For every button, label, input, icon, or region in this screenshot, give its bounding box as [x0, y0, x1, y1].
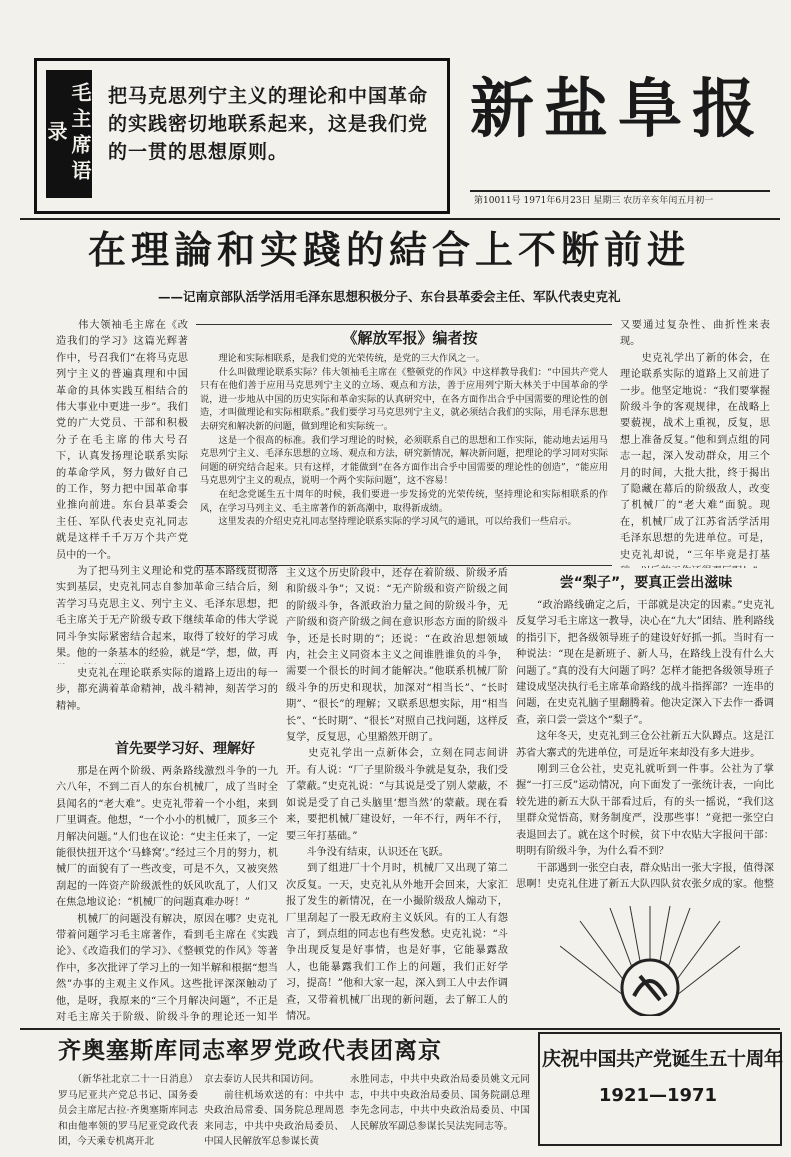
masthead-rule	[470, 190, 770, 192]
bottom-column-3: 永胜同志，中共中央政治局委员姚文元同志，中共中央政治局委员、国务院副总理李先念同志，中共中央政治局委员、中国人民解放军副总参谋长吴法宪同志等。	[350, 1074, 530, 1132]
study-column-middle: 主义这个历史阶段中，还存在着阶级、阶级矛盾和阶级斗争”；又说：“无产阶级和资产阶级之间的阶级斗争，各派政治力量之间的阶级斗争，无产阶级和资产阶级之间在意识形态方面的阶级斗争，还是长时期的”；还说：“在政治思想领域内，社会主义同资本主义之间谁胜谁负的斗争，需要一个很长的时间才能解决。”他联系机械厂阶级斗争的历史和现状，加深对“相当长”、“长时期”、“很长”的理解；又联系思想实际，用“相当长”、“长时期”、“很长”对照自己找问题，这样反复学，反复思，心里豁然开朗了。 史克礼学出一点新体会，立刻在同志间讲开。有人说：“厂子里阶级斗争就是复杂，我们受了蒙蔽。”史克礼说：“与其说是受了别人蒙蔽，不如说是受了自己头脑里‘想当然’的蒙蔽。现在看来，要把机械厂建设好，一年不行，两年不行，要三年打基础。” 斗争没有结束，认识还在飞跃。 到了组进厂十个月时，机械厂又出现了第二次反复。一天，史克礼从外地开会回来，大家汇报了发生的新情况，在一小撮阶级敌人煽动下，厂里刮起了一股无政府主义妖风。有的工人有怨言了，到点组的同志也有些发愁。史克礼说：“斗争出现反复是好事情，也是好事，它能暴露敌人，也能暴露我们工作上的问题，我们正好学习，提高！”他和大家一起，深入到工人中去作调查，又带着机械厂出现的新问题，去了解工人的情况。	[286, 568, 508, 1022]
lead-subheadline: ——记南京部队活学活用毛泽东思想积极分子、东台县革委会主任、军队代表史克礼	[158, 289, 621, 304]
quotation-text: 把马克思列宁主义的理论和中国革命的实践密切地联系起来，这是我们党的一贯的思想原则。	[108, 85, 429, 163]
anniversary-years: 1921—1971	[598, 1085, 718, 1106]
bottom-column-2: 京去泰访人民共和国访问。 前往机场欢送的有：中共中央政治局常委、国务院总理周恩来同志，中共中央政治局委员、中国人民解放军总参谋长黄	[204, 1074, 344, 1147]
newspaper-title: 新盐阜报	[470, 73, 766, 147]
editor-note-title: 《解放军报》编者按	[342, 329, 478, 347]
party-emblem-icon	[560, 906, 740, 1016]
lead-column-1-para-1: 伟大领袖毛主席在《改造我们的学习》这篇光辉著作中，号召我们“在将马克思列宁主义的普遍真理和中国革命的具体实践互相结合的伟大事业中更进一步”。我们党的广大党员、干部和积极分子在毛主席的伟大号召下，认真发扬理论联系实际的革命学风，努力做好自己的工作，努力把中国革命事业推向前进。东台县革委会主任、军队代表史克礼同志就是这样千千万万个共产党员中的一个。	[56, 320, 188, 561]
editor-note-body: 理论和实际相联系，是我们党的光荣传统，是党的三大作风之一。 什么叫做理论联系实际？伟大领袖毛主席在《整顿党的作风》中这样教导我们：“中国共产党人只有在他们善于应用马克思列宁主义的立场、观点和方法，善于应用列宁斯大林关于中国革命的学说，进一步地从中国的历史实际和革命实际的认真研究中，在各方面作出合乎中国需要的理论性的创造，才叫做理论和实际相联系。”我们要学习马克思列宁主义，就必须结合我们的实际，用毛泽东思想去研究和解决新的问题，做到理论和实际统一。 这是一个很高的标准。我们学习理论的时候，必须联系自己的思想和工作实际，能动地去运用马克思列宁主义、毛泽东思想的立场、观点和方法，研究新情况，解决新问题，把理论的学习同对实际问题的研究结合起来。只有这样，才能做到“在各方面作出合乎中国需要的理论性的创造”，“能应用马克思列宁主义的观点，说明一个两个实际问题”，这不容易！ 在纪念党诞生五十周年的时候，我们要进一步发扬党的光荣传统，坚持理论和实际相联系的作风，在学习马列主义、毛主席著作的新高潮中，取得新成绩。 这里发表的介绍史克礼同志坚持理论联系实际的学习风气的通讯，可以给我们一些启示。	[200, 353, 608, 528]
lead-column-right-top: 又要通过复杂性、曲折性来表现。 史克礼学出了新的体会，在理论联系实际的道路上又前进了一步。他坚定地说：“我们要掌握阶级斗争的客观规律，在战略上要藐视，战术上重视，反复，思想上准备反复。”他和到点组的同志一起，深入发动群众，用三个月的时间，大批大批，终于揭出了隐藏在幕后的阶级敌人，改变了机械厂的“老大难”面貌。现在，机械厂成了江苏省活学活用毛泽东思想的先进单位。可是，史克礼却说，“三年毕竟是打基	[620, 320, 770, 561]
quotation-badge: 毛主席语录	[46, 70, 92, 198]
lead-column-1-para-2: 为了把马列主义理论和党的基本路线贯彻落实到基层，史克礼同志自参加革命三结合后，刻苦学习马克思主义、列宁主义、毛泽东思想，把毛主席关于无产阶级专政下继续革命的伟大学说同斗争实际紧密结合起来，取得了较好的学习成果。他的一条基本的经验，就是“学，想，做，再	[56, 566, 278, 660]
subhead-study: 首先要学习好、理解好	[115, 741, 255, 757]
study-column-left: 那是在两个阶级、两条路线激烈斗争的一九六八年，不到二百人的东台机械厂，成了当时全县闻名的“老大难”。史克礼带着一个小组，来到厂里调查。他想，“一个小小的机械厂，顶多三个月解决问题。”人们也在议论：“史主任来了，一定能很快扭开这个‘马蜂窝’。”经过三个月的努力，机械厂的面貌有了一些改变，可是不久，又被突然刮起的一阵资产阶级派性的妖风吹乱了，人们又在焦急地议论：“机械厂的问题真难办呀！” 机械厂的问题没有解决，原因在哪？史克礼带着问题学习毛主席著作，看到毛主席在《实践论》、《改造我们的学习》、《整顿党的作风》等著作中，多次批评了学习上的一知半解和根据“想当然”办事的主观主义作风。这些批评深深触动了他，是呀，我原来的“三个月解决问题”，不正是对毛主席关于阶级、阶级斗争的理论还一知半	[56, 766, 278, 1024]
bottom-headline: 齐奥塞斯库同志率罗党政代表团离京	[58, 1038, 442, 1064]
lead-column-1-para-3: 史克礼在理论联系实际的道路上迈出的每一步，都充满着革命精神，战斗精神，刻苦学习的精神。	[56, 668, 278, 712]
bottom-column-1: （新华社北京二十一日消息）罗马尼亚共产党总书记、国务委员会主席尼古拉·齐奥塞斯库同志和由他率领的罗马尼亚党政代表团，今天乘专机离开北	[58, 1074, 198, 1147]
anniversary-banner: 庆祝中国共产党诞生五十周年	[542, 1048, 783, 1070]
top-divider	[20, 218, 780, 220]
lower-divider	[20, 1028, 780, 1030]
lead-headline: 在理論和实踐的結合上不断前进	[88, 227, 691, 272]
pear-column: “政治路线确定之后，干部就是决定的因素。”史克礼反复学习毛主席这一教导，决心在“九大”团结、胜利路线的指引下，把各级领导班子的建设好好抓一抓。当时有一种说法：“现在是新班子、新人马，在路线上没有什么大问题了。”真的没有大问题了吗？怎样才能把各级领导班子建设成坚决执行毛主席革命路线的战斗指挥部？一连串的问题，在史克礼脑子里翻腾着。他决定深入下去作一番调查，亲口尝一尝这个“梨子”。 这年冬天，史克礼到三仓公社新五大队蹲点。这是江苏省大寨式的先进单位，可是近年来却没有多大进步。 刚到三仓公社，史克礼就听到一件事。公社为了掌握“一打三反”运动情况，向下面发了一张统计表，一向比较先进的新五大队干部看过后，有的头一摇说，“我们这里群众觉悟高，财务制度严，没那些事！”竟把一张空白表退回去了。就在这个时候，贫下中农贴大字报问干部：明明有阶级斗争，为什么看不到？ 干部遇到一张空白表，群众贴出一张大字报，值得深思啊！史克礼住进了新五大队四队贫农张夕成的家。他整	[516, 600, 774, 890]
subhead-pear: 尝“梨子”，要真正尝出滋味	[559, 575, 733, 591]
issue-info: 第10011号 1971年6月23日 星期三 农历辛亥年闰五月初一	[474, 196, 714, 206]
